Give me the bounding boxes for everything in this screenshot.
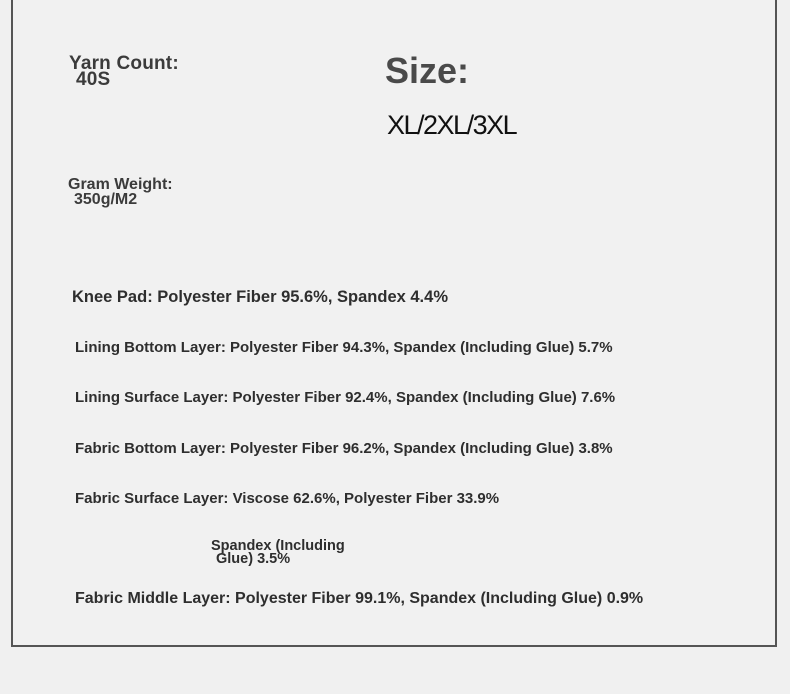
lining-surface-composition: Lining Surface Layer: Polyester Fiber 92.4%, Spandex (Including Glue) 7.6% <box>75 389 616 406</box>
yarn-count-label: Yarn Count: <box>69 53 179 74</box>
size-value: XL/2XL/3XL <box>387 110 517 140</box>
fabric-bottom-composition: Fabric Bottom Layer: Polyester Fiber 96.2%, Spandex (Including Glue) 3.8% <box>75 440 613 457</box>
fabric-middle-composition: Fabric Middle Layer: Polyester Fiber 99.1%, Spandex (Including Glue) 0.9% <box>75 590 644 607</box>
yarn-count-value: 40S <box>76 69 111 90</box>
fabric-surface-spandex-line-2: Glue) 3.5% <box>216 551 291 567</box>
gram-weight-value: 350g/M2 <box>74 191 138 208</box>
size-panel <box>332 0 777 246</box>
composition-panel <box>11 244 777 647</box>
lining-bottom-composition: Lining Bottom Layer: Polyester Fiber 94.3%, Spandex (Including Glue) 5.7% <box>75 339 613 356</box>
fabric-surface-spandex-line-1: Spandex (Including <box>211 538 345 554</box>
fabric-surface-composition: Fabric Surface Layer: Viscose 62.6%, Polyester Fiber 33.9% <box>75 490 500 507</box>
specs-left-panel <box>11 0 334 246</box>
gram-weight-label: Gram Weight: <box>68 176 173 193</box>
knee-pad-composition: Knee Pad: Polyester Fiber 95.6%, Spandex 4.4% <box>72 288 448 306</box>
size-label: Size: <box>385 50 470 91</box>
